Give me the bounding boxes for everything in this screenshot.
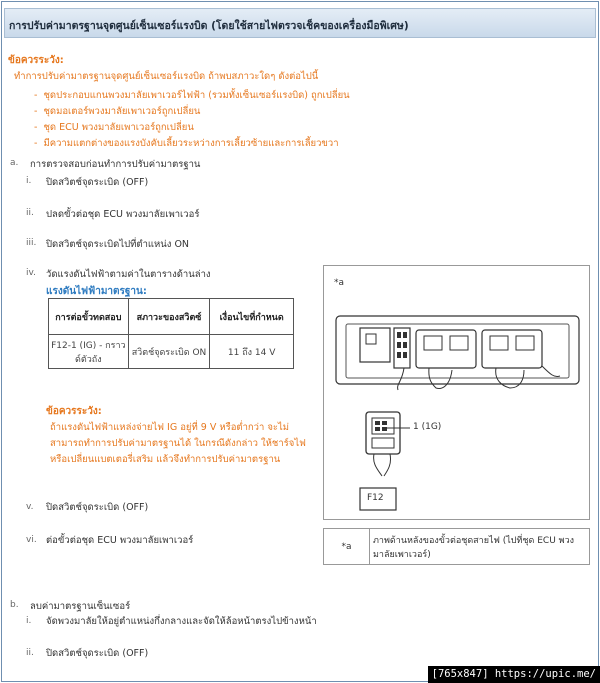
table-cell: สวิตช์จุดระเบิด ON: [128, 335, 210, 369]
connector-diagram: [323, 265, 590, 520]
section-b-marker: b.: [10, 600, 19, 610]
step-text: ปลดขั้วต่อชุด ECU พวงมาลัยเพาเวอร์: [46, 209, 200, 220]
table-header: สภาวะของสวิตซ์: [128, 299, 210, 335]
step-marker: vi.: [26, 535, 37, 545]
watermark: [765x847] https://upic.me/: [428, 666, 600, 683]
step-text: จัดพวงมาลัยให้อยู่ตำแหน่งกึ่งกลางและจัดให้ล้อหน้าตรงไปข้างหน้า: [46, 616, 317, 627]
table-header: การต่อขั้วทดสอบ: [49, 299, 129, 335]
legend-key: *a: [324, 529, 370, 565]
step-marker: i.: [26, 176, 32, 186]
caution-bullet: - มีความแตกต่างของแรงบังคับเลี้ยวระหว่างการเลี้ยวซ้ายและการเลี้ยวขวา: [34, 138, 339, 149]
section-a-title: การตรวจสอบก่อนทำการปรับค่ามาตรฐาน: [30, 159, 201, 170]
legend-row: [324, 529, 590, 565]
table-cell: 11 ถึง 14 V: [210, 335, 294, 369]
step-text: ต่อขั้วต่อชุด ECU พวงมาลัยเพาเวอร์: [46, 535, 194, 546]
table-header-row: [49, 299, 294, 335]
step-marker: v.: [26, 502, 34, 512]
step-marker: i.: [26, 616, 32, 626]
step-text: ปิดสวิตช์จุดระเบิด (OFF): [46, 648, 149, 659]
spec-table: [48, 298, 294, 369]
step-text: ปิดสวิตช์จุดระเบิดไปที่ตำแหน่ง ON: [46, 239, 190, 250]
caution-line: สามารถทำการปรับค่ามาตรฐานได้ ในกรณีดังกล่าว ให้ชาร์จไฟ: [50, 438, 306, 449]
section-title-bar: [4, 8, 596, 38]
step-marker: ii.: [26, 208, 34, 218]
step-text: ปิดสวิตช์จุดระเบิด (OFF): [46, 177, 149, 188]
page-title: การปรับค่ามาตรฐานจุดศูนย์เซ็นเซอร์แรงบิด (โดยใช้สายไฟตรวจเช็คของเครื่องมือพิเศษ): [9, 20, 409, 32]
diagram-label: *a: [334, 278, 345, 288]
caution-line: หรือเปลี่ยนแบตเตอรี่เสริม แล้วจึงทำการปรับค่ามาตรฐาน: [50, 454, 281, 465]
caution-heading: ข้อควรระวัง:: [46, 406, 102, 417]
caution-heading: ข้อควรระวัง:: [8, 55, 64, 66]
step-marker: iv.: [26, 268, 36, 278]
step-text: วัดแรงดันไฟฟ้าตามค่าในตารางด้านล่าง: [46, 269, 211, 280]
step-marker: iii.: [26, 238, 37, 248]
caution-intro: ทำการปรับค่ามาตรฐานจุดศูนย์เซ็นเซอร์แรงบิด ถ้าพบสภาวะใดๆ ดังต่อไปนี้: [14, 71, 319, 82]
caution-bullet: - ชุด ECU พวงมาลัยเพาเวอร์ถูกเปลี่ยน: [34, 122, 194, 133]
diagram-legend: [323, 528, 590, 565]
caution-bullet: - ชุดประกอบแกนพวงมาลัยเพาเวอร์ไฟฟ้า (รวมทั้งเซ็นเซอร์แรงบิด) ถูกเปลี่ยน: [34, 90, 350, 101]
legend-description: ภาพด้านหลังของขั้วต่อชุดสายไฟ (ไปที่ชุด ECU พวงมาลัยเพาเวอร์): [370, 529, 590, 565]
spec-title: แรงดันไฟฟ้ามาตรฐาน:: [46, 286, 147, 297]
step-text: ปิดสวิตช์จุดระเบิด (OFF): [46, 502, 149, 513]
table-row: [49, 335, 294, 369]
table-header: เงื่อนไขที่กำหนด: [210, 299, 294, 335]
ecu-connector-drawing: [324, 266, 589, 519]
step-marker: ii.: [26, 648, 34, 658]
connector-label: F12: [367, 493, 384, 503]
section-a-marker: a.: [10, 158, 19, 168]
section-b-title: ลบค่ามาตรฐานเซ็นเซอร์: [30, 601, 131, 612]
caution-bullet: - ชุดมอเตอร์พวงมาลัยเพาเวอร์ถูกเปลี่ยน: [34, 106, 201, 117]
caution-line: ถ้าแรงดันไฟฟ้าแหล่งจ่ายไฟ IG อยู่ที่ 9 V หรือต่ำกว่า จะไม่: [50, 422, 290, 433]
table-cell: F12-1 (IG) - กราวด์ตัวถัง: [49, 335, 129, 369]
pin-label: 1 (1G): [413, 422, 442, 432]
